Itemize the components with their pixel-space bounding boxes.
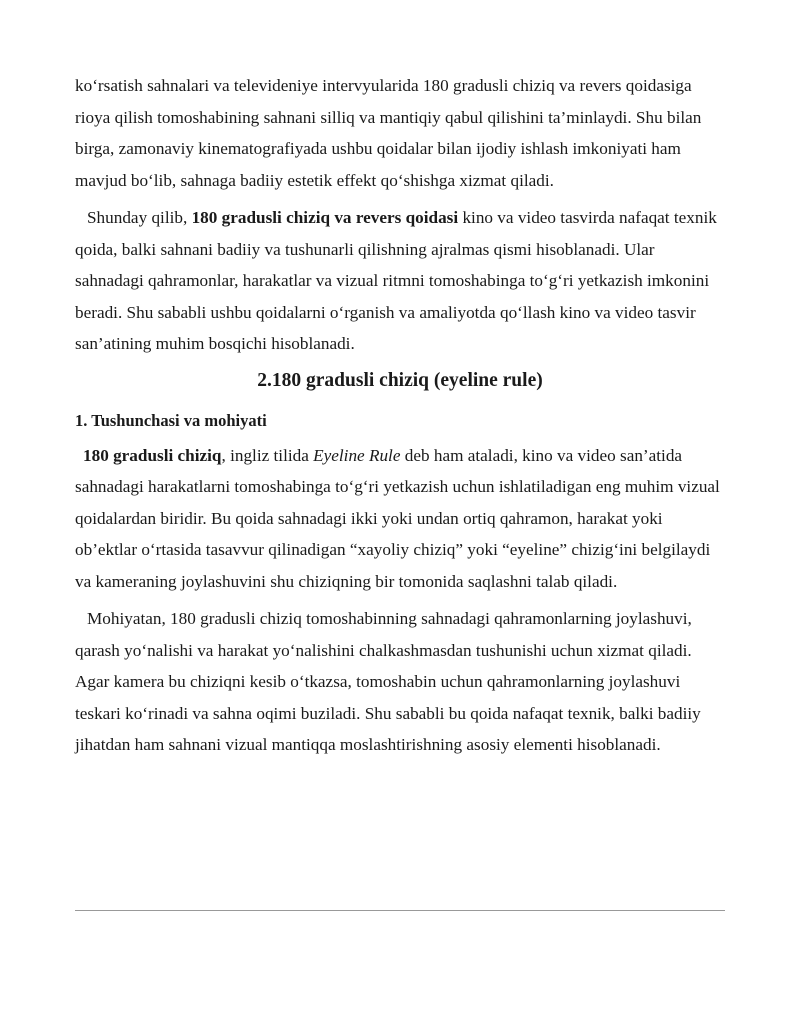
section-title: 2.180 gradusli chiziq (eyeline rule): [257, 369, 543, 391]
paragraph-definition-mid: , ingliz tilida: [221, 445, 314, 465]
document-page: [75, 70, 725, 767]
paragraph-intro-continuation: ko‘rsatish sahnalari va televideniye intervyularida 180 gradusli chiziq va revers qoidasiga rioya qilish tomoshabining sahnani silliq va mantiqiy qabul qilishini ta’minlaydi. Shu bilan birga, zamonaviy kinematografiyada ushbu qoidalar bilan ijodiy ishlash imkoniyati ham mavjud bo‘lib, sahnaga badiiy estetik effekt qo‘shishga xizmat qiladi.: [75, 76, 702, 190]
footer-divider: [75, 910, 725, 911]
paragraph-conclusion: [75, 202, 725, 360]
paragraph-conclusion-rest: kino va video tasvirda nafaqat texnik qoida, balki sahnani badiiy va tushunarli qilishning ajralmas qismi hisoblanadi. Ular sahnadagi qahramonlar, harakatlar va vizual ritmni tomoshabinga to‘g‘ri yetkazish imkonini beradi. Shu sababli ushbu qoidalarni o‘rganish va amaliyotda qo‘llash kino va video tasvir san’atining muhim bosqichi hisoblanadi.: [75, 208, 717, 353]
paragraph-definition-rest: deb ham ataladi, kino va video san’atida sahnadagi harakatlarni tomoshabinga to‘g‘ri yetkazish uchun ishlatiladigan eng muhim vizual qoidalardan biridir. Bu qoida sahnadagi ikki yoki undan ortiq qahramon, harakat yoki ob’ektlar o‘rtasida tasavvur qilinadigan “xayoliy chiziq” yoki “eyeline” chizig‘ini belgilaydi va kameraning joylashuvini shu chiziqning bir tomonida saqlashni talab qiladi.: [75, 445, 720, 591]
paragraph-definition: [75, 440, 725, 598]
subheading: 1. Tushunchasi va mohiyati: [75, 410, 267, 430]
paragraph-conclusion-bold: 180 gradusli chiziq va revers qoidasi: [191, 208, 459, 227]
paragraph-definition-bold: 180 gradusli chiziq: [83, 445, 222, 465]
paragraph-essence: Mohiyatan, 180 gradusli chiziq tomoshabinning sahnadagi qahramonlarning joylashuvi, qarash yo‘nalishi va harakat yo‘nalishini chalkashmasdan tushunishi uchun xizmat qiladi. Agar kamera bu chiziqni kesib o‘tkazsa, tomoshabin uchun qahramonlarning joylashuvi teskari ko‘rinadi va sahna oqimi buziladi. Shu sababli bu qoida nafaqat texnik, balki badiiy jihatdan ham sahnani vizual mantiqqa moslashtirishning asosiy elementi hisoblanadi.: [75, 609, 701, 754]
paragraph-conclusion-lead: Shunday qilib,: [87, 208, 192, 227]
paragraph-definition-italic: Eyeline Rule: [313, 445, 401, 465]
